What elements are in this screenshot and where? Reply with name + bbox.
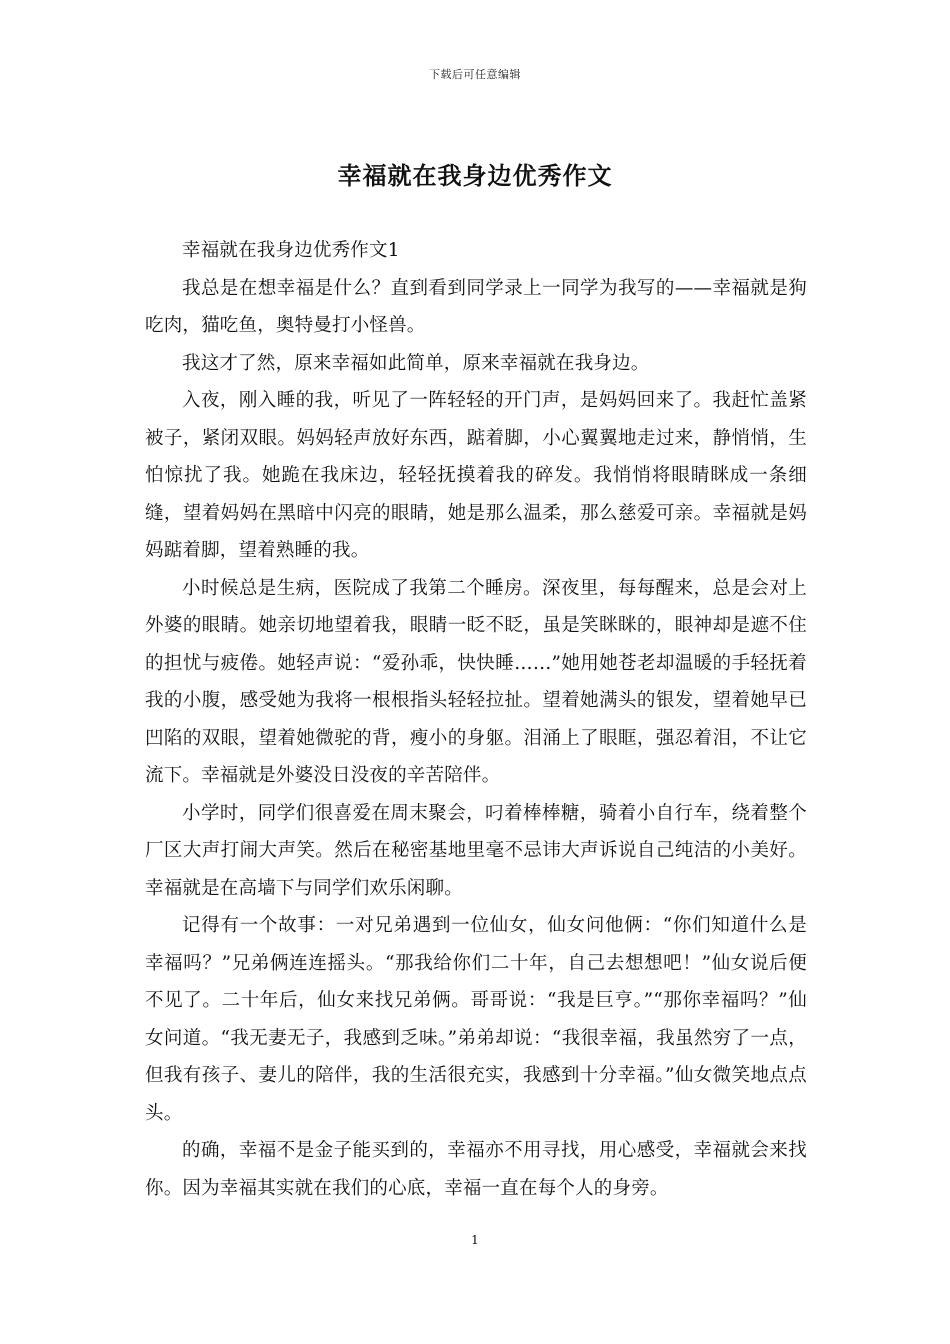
paragraph-4: 小时候总是生病，医院成了我第二个睡房。深夜里，每每醒来，总是会对上外婆的眼睛。她亲切地望着我，眼睛一眨不眨，虽是笑眯眯的，眼神却是遮不住的担忧与疲倦。她轻声说：“爱孙乖，快快睡……”她用她苍老却温暖的手轻抚着我的小腹，感受她为我将一根根指头轻轻拉扯。望着她满头的银发，望着她早已凹陷的双眼，望着她微驼的背，瘦小的身躯。泪涌上了眼眶，强忍着泪，不让它流下。幸福就是外婆没日没夜的辛苦陪伴。 <box>145 577 807 786</box>
paragraph-subtitle: 幸福就在我身边优秀作文1 <box>182 240 400 261</box>
page-number: 1 <box>471 1233 479 1247</box>
paragraph-5: 小学时，同学们很喜爱在周末聚会，叼着棒棒糖，骑着小自行车，绕着整个厂区大声打闹大声笑。然后在秘密基地里毫不忌讳大声诉说自己纯洁的小美好。幸福就是在高墙下与同学们欢乐闲聊。 <box>145 802 807 899</box>
document-body <box>145 232 807 1207</box>
document-title: 幸福就在我身边优秀作文 <box>337 161 613 190</box>
paragraph-1: 我总是在想幸福是什么？直到看到同学录上一同学为我写的——幸福就是狗吃肉，猫吃鱼，奥特曼打小怪兽。 <box>145 277 807 336</box>
paragraph-7: 的确，幸福不是金子能买到的，幸福亦不用寻找，用心感受，幸福就会来找你。因为幸福其实就在我们的心底，幸福一直在每个人的身旁。 <box>145 1140 807 1199</box>
paragraph-6: 记得有一个故事：一对兄弟遇到一位仙女，仙女问他俩：“你们知道什么是幸福吗？”兄弟俩连连摇头。“那我给你们二十年，自己去想想吧！”仙女说后便不见了。二十年后，仙女来找兄弟俩。哥哥说：“我是巨亨。”“那你幸福吗？”仙女问道。“我无妻无子，我感到乏味。”弟弟却说：“我很幸福，我虽然穷了一点，但我有孩子、妻儿的陪伴，我的生活很充实，我感到十分幸福。”仙女微笑地点点头。 <box>145 915 807 1124</box>
paragraph-2: 我这才了然，原来幸福如此简单，原来幸福就在我身边。 <box>182 352 650 374</box>
paragraph-3: 入夜，刚入睡的我，听见了一阵轻轻的开门声，是妈妈回来了。我赶忙盖紧被子，紧闭双眼。妈妈轻声放好东西，踮着脚，小心翼翼地走过来，静悄悄，生怕惊扰了我。她跪在我床边，轻轻抚摸着我的碎发。我悄悄将眼睛眯成一条细缝，望着妈妈在黑暗中闪亮的眼睛，她是那么温柔，那么慈爱可亲。幸福就是妈妈踮着脚，望着熟睡的我。 <box>145 390 807 561</box>
header-note: 下载后可任意编辑 <box>429 68 521 81</box>
